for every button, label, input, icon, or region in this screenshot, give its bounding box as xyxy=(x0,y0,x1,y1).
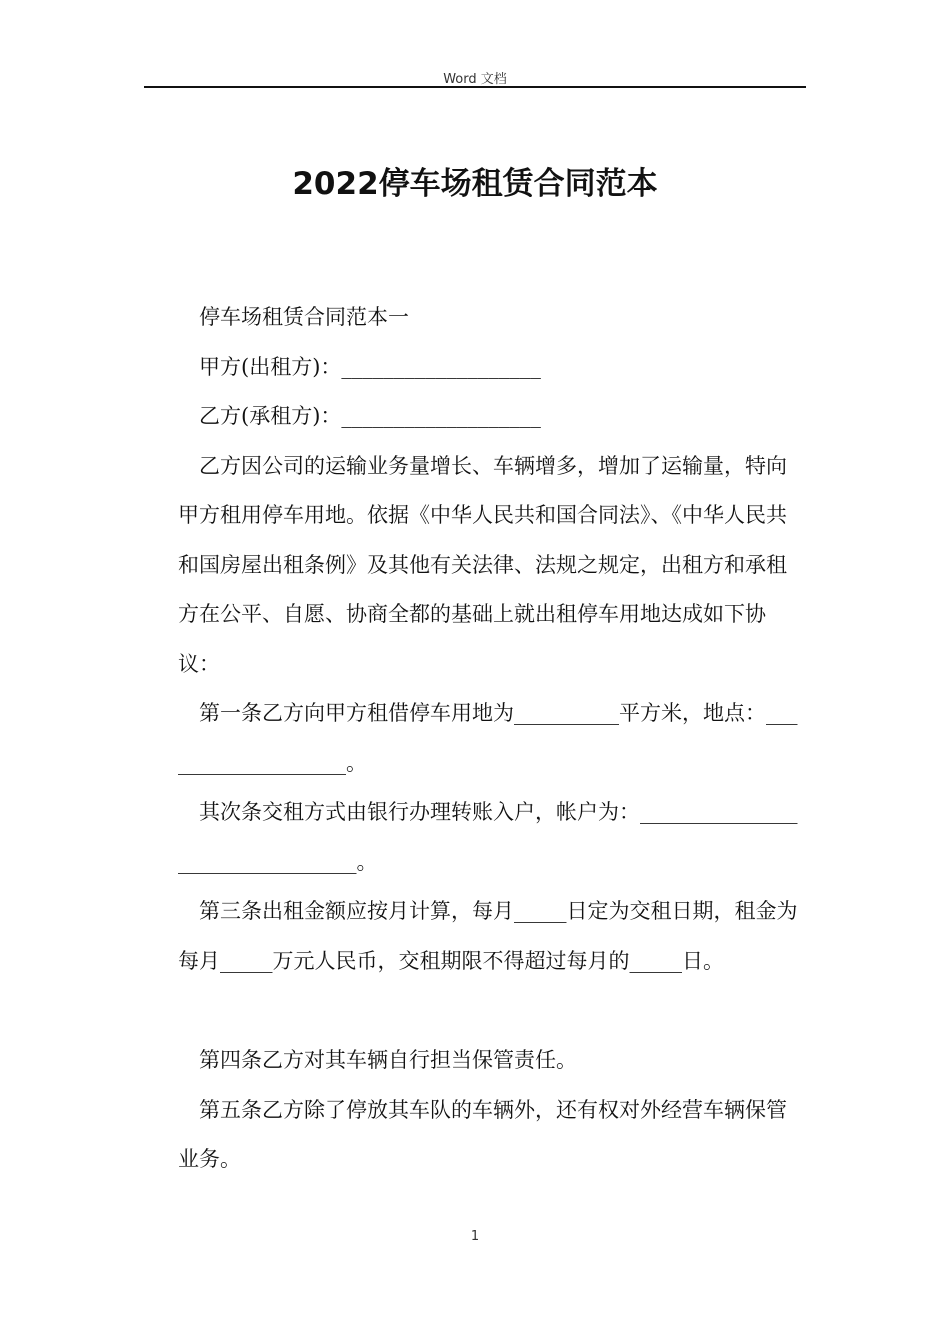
document-body-section-1 xyxy=(178,293,804,986)
paragraph-article-2: 其次条交租方式由银行办理转账入户，帐户为：________________________________。 xyxy=(178,800,798,874)
paragraph-article-1: 第一条乙方向甲方租借停车用地为__________平方米，地点：___________________。 xyxy=(178,701,798,775)
paragraph-preamble: 乙方因公司的运输业务量增长、车辆增多，增加了运输量，特向甲方租用停车用地。依据《中华人民共和国合同法》、《中华人民共和国房屋出租条例》及其他有关法律、法规之规定，出租方和承租方在公平、自愿、协商全都的基础上就出租停车用地达成如下协议： xyxy=(178,453,787,676)
document-title: 2022停车场租赁合同范本 xyxy=(292,166,658,202)
paragraph-article-4: 第四条乙方对其车辆自行担当保管责任。 xyxy=(199,1048,577,1072)
header-divider xyxy=(144,86,806,88)
page-header-label: Word 文档 xyxy=(443,72,507,87)
paragraph-article-5: 第五条乙方除了停放其车队的车辆外，还有权对外经营车辆保管业务。 xyxy=(178,1097,787,1171)
document-body-section-2 xyxy=(178,1036,804,1185)
paragraph-party-b: 乙方(承租方)：___________________ xyxy=(199,404,541,428)
paragraph-article-3: 第三条出租金额应按月计算，每月_____日定为交租日期，租金为每月_____万元人民币，交租期限不得超过每月的_____日。 xyxy=(178,899,798,973)
paragraph-section-heading: 停车场租赁合同范本一 xyxy=(199,305,409,329)
page-number: 1 xyxy=(470,1229,480,1244)
paragraph-party-a: 甲方(出租方)：___________________ xyxy=(199,354,541,379)
